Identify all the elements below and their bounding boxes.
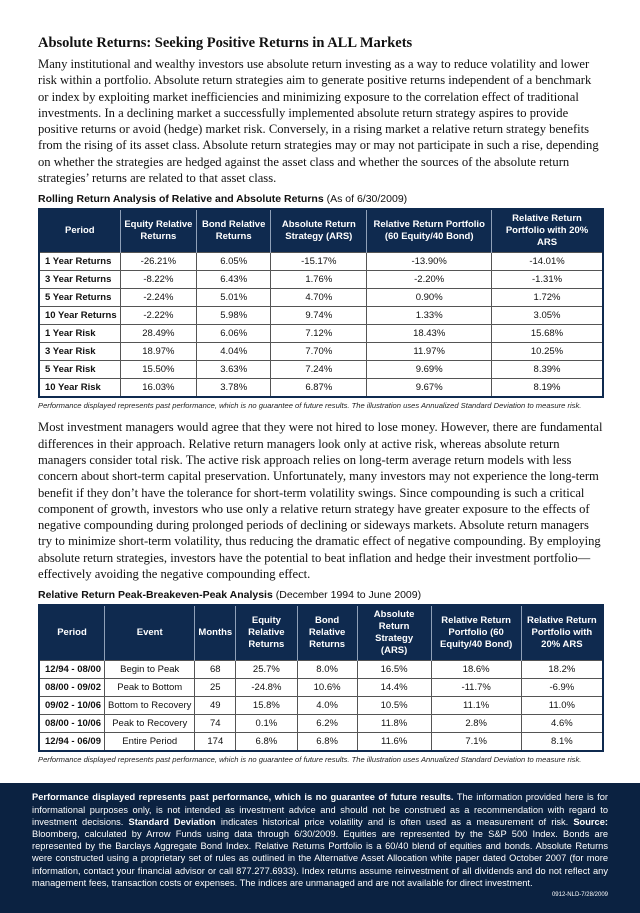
row-label: 3 Year Returns [39,271,120,289]
table-cell: 9.69% [367,361,492,379]
table-cell: 5.01% [197,289,271,307]
column-header: Equity Relative Returns [120,209,196,253]
table-cell: 6.8% [297,733,357,752]
table-cell: 49 [195,697,236,715]
table-cell: 68 [195,661,236,679]
table-cell: Entire Period [105,733,195,752]
column-header: Bond Relative Returns [197,209,271,253]
table-row [39,271,603,289]
table-cell: Bottom to Recovery [105,697,195,715]
table-cell: 4.70% [271,289,367,307]
table-cell: 8.39% [492,361,603,379]
row-label: 10 Year Risk [39,379,120,398]
row-label: 5 Year Returns [39,289,120,307]
table-cell: 6.43% [197,271,271,289]
row-label: 10 Year Returns [39,307,120,325]
table-cell: 7.12% [271,325,367,343]
table-row [39,361,603,379]
column-header: Relative Return Portfolio with 20% ARS [492,209,603,253]
table-cell: 1.72% [492,289,603,307]
column-header: Bond Relative Returns [297,605,357,661]
table-cell: 7.24% [271,361,367,379]
table-cell: 3.05% [492,307,603,325]
body-paragraph: Most investment managers would agree that they were not hired to lose money. However, there are fundamental differences in their approach. Relative return managers look only at active risk, whereas absolute return managers consider total risk. The active risk approach relies on long-term average return models with less concern about short-term capital preservation. Unfortunately, many investors may not experience the long-term benefit if they don’t have the tolerance for short-term volatility swings. Since compounding is such a critical component of growth, investors who use only a relative return strategy have greater exposure to the effects of negative compounding during prolonged periods of declining or sideways markets. Absolute return managers try to minimize short-term volatility, thus reducing the dramatic effect of negative compounding. By employing absolute return strategies, investors have the potential to beat inflation and hedge their investment portfolio—effectively avoiding the negative compounding effect. [38,420,603,582]
table-header-row [39,605,603,661]
table-cell: 1.33% [367,307,492,325]
table-cell: 11.8% [357,715,431,733]
table-cell: 5.98% [197,307,271,325]
disclaimer-footer [0,783,640,913]
footer-bold-1: Performance displayed represents past performance, which is no guarantee of future results. [32,792,454,803]
table-cell: 11.97% [367,343,492,361]
table-cell: 0.1% [236,715,297,733]
row-label: 08/00 - 10/06 [39,715,105,733]
table-cell: 4.0% [297,697,357,715]
column-header: Relative Return Portfolio (60 Equity/40 Bond) [431,605,521,661]
table-cell: -6.9% [521,679,603,697]
table-cell: -24.8% [236,679,297,697]
table-cell: 11.6% [357,733,431,752]
table-row [39,661,603,679]
table-cell: 6.06% [197,325,271,343]
table-cell: 6.05% [197,253,271,271]
table-cell: 9.67% [367,379,492,398]
table-cell: -13.90% [367,253,492,271]
table-cell: 7.1% [431,733,521,752]
table1-subtitle: (As of 6/30/2009) [326,193,408,206]
table1-caption: Performance displayed represents past performance, which is no guarantee of future results. The illustration uses Annualized Standard Deviation to measure risk. [38,401,582,411]
table1-title [38,192,604,206]
column-header: Relative Return Portfolio (60 Equity/40 Bond) [367,209,492,253]
table-cell: 14.4% [357,679,431,697]
table-cell: 3.78% [197,379,271,398]
document-code: 0912-NLD-7/28/2009 [551,891,608,898]
table-cell: 4.04% [197,343,271,361]
column-header: Period [39,605,105,661]
table-cell: 9.74% [271,307,367,325]
table-cell: Peak to Recovery [105,715,195,733]
table-cell: 0.90% [367,289,492,307]
table2-subtitle: (December 1994 to June 2009) [275,589,422,602]
table-row [39,697,603,715]
table-cell: 6.8% [236,733,297,752]
table-cell: 4.6% [521,715,603,733]
page-title: Absolute Returns: Seeking Positive Returns in ALL Markets [38,35,413,51]
table-cell: 8.0% [297,661,357,679]
table-cell: 11.1% [431,697,521,715]
table-cell: 3.63% [197,361,271,379]
table-cell: 8.1% [521,733,603,752]
row-label: 3 Year Risk [39,343,120,361]
column-header: Relative Return Portfolio with 20% ARS [521,605,603,661]
peak-breakeven-table [38,604,604,752]
table-cell: 11.0% [521,697,603,715]
footer-text-2: indicates historical price volatility and is often used as a measurement of risk. [215,816,574,827]
table-row [39,379,603,398]
table-cell: -2.22% [120,307,196,325]
table-row [39,289,603,307]
table-cell: Peak to Bottom [105,679,195,697]
row-label: 08/00 - 09/02 [39,679,105,697]
table-cell: 10.25% [492,343,603,361]
row-label: 12/94 - 08/00 [39,661,105,679]
table-cell: 10.6% [297,679,357,697]
table-cell: 25.7% [236,661,297,679]
table-cell: 28.49% [120,325,196,343]
column-header: Absolute Return Strategy (ARS) [357,605,431,661]
table-row [39,343,603,361]
table-cell: Begin to Peak [105,661,195,679]
table-cell: -2.24% [120,289,196,307]
footer-text-1: The information provided here is for informational purposes only, is not intended as investment advice and should not be construed as a recommendation with regard to investment decisions. [32,792,608,827]
table-row [39,325,603,343]
table-cell: 8.19% [492,379,603,398]
footer-bold-3: Source: [573,816,608,827]
table-row [39,307,603,325]
table-cell: 2.8% [431,715,521,733]
table-cell: 25 [195,679,236,697]
row-label: 12/94 - 06/09 [39,733,105,752]
footer-text-3: Bloomberg, calculated by Arrow Funds using data through 6/30/2009. Equities are represented by the S&P 500 Index. Bonds are represented by the Barclays Aggregate Bond Index. Relative Returns Portfolio is a 60/40 blend of equities and bonds. Absolute Returns were constructed using a proprietary set of rules as outlined in the Alternative Asset Allocation white paper dated October 2007 (for more information, contact your financial advisor or call 877.277.6933). Index returns assume reinvestment of all dividends and do not reflect any management fees, transaction costs or expenses. The indices are unmanaged and are not available for direct investment. [32,828,608,888]
table-row [39,679,603,697]
table-row [39,715,603,733]
row-label: 1 Year Risk [39,325,120,343]
table-cell: -2.20% [367,271,492,289]
column-header: Absolute Return Strategy (ARS) [271,209,367,253]
table-cell: 7.70% [271,343,367,361]
footer-bold-2: Standard Deviation [128,816,216,827]
table-cell: 74 [195,715,236,733]
table-row [39,253,603,271]
table-cell: 16.03% [120,379,196,398]
table-cell: -11.7% [431,679,521,697]
table2-title [38,588,604,602]
table-cell: 10.5% [357,697,431,715]
table2-title-text: Relative Return Peak-Breakeven-Peak Analysis [38,589,273,602]
column-header: Equity Relative Returns [236,605,297,661]
table-cell: -14.01% [492,253,603,271]
table-cell: 18.43% [367,325,492,343]
table-cell: 6.87% [271,379,367,398]
table-cell: 6.2% [297,715,357,733]
intro-paragraph: Many institutional and wealthy investors use absolute return investing as a way to reduce volatility and lower risk within a portfolio. Absolute return strategies aim to generate positive returns independent of a benchmark or index by exploiting market inefficiencies and minimizing exposure to the correlation effect of traditional investments. In a declining market a successfully implemented absolute return strategy aspires to provide positive returns or avoid (hedge) market risk. Conversely, in a rising market a relative return strategy benefits from the rising of its asset class. Absolute return strategies may or may not participate in such a rise, depending on whether the strategies are hedged against the asset class and whether the sources of the absolute return strategies’ returns are related to that asset class. [38,57,599,186]
table-cell: 16.5% [357,661,431,679]
row-label: 1 Year Returns [39,253,120,271]
table-cell: -15.17% [271,253,367,271]
table-cell: 174 [195,733,236,752]
table-cell: 18.6% [431,661,521,679]
column-header: Event [105,605,195,661]
table-cell: -8.22% [120,271,196,289]
table-header-row [39,209,603,253]
table-cell: 15.68% [492,325,603,343]
table2-caption: Performance displayed represents past performance, which is no guarantee of future results. The illustration uses Annualized Standard Deviation to measure risk. [38,755,582,765]
table-cell: -26.21% [120,253,196,271]
table-cell: 15.50% [120,361,196,379]
table-row [39,733,603,752]
rolling-return-table [38,208,604,398]
table-cell: -1.31% [492,271,603,289]
table-cell: 18.97% [120,343,196,361]
table-cell: 15.8% [236,697,297,715]
column-header: Period [39,209,120,253]
row-label: 09/02 - 10/06 [39,697,105,715]
column-header: Months [195,605,236,661]
table-cell: 1.76% [271,271,367,289]
row-label: 5 Year Risk [39,361,120,379]
table-cell: 18.2% [521,661,603,679]
table1-title-text: Rolling Return Analysis of Relative and Absolute Returns [38,193,324,206]
